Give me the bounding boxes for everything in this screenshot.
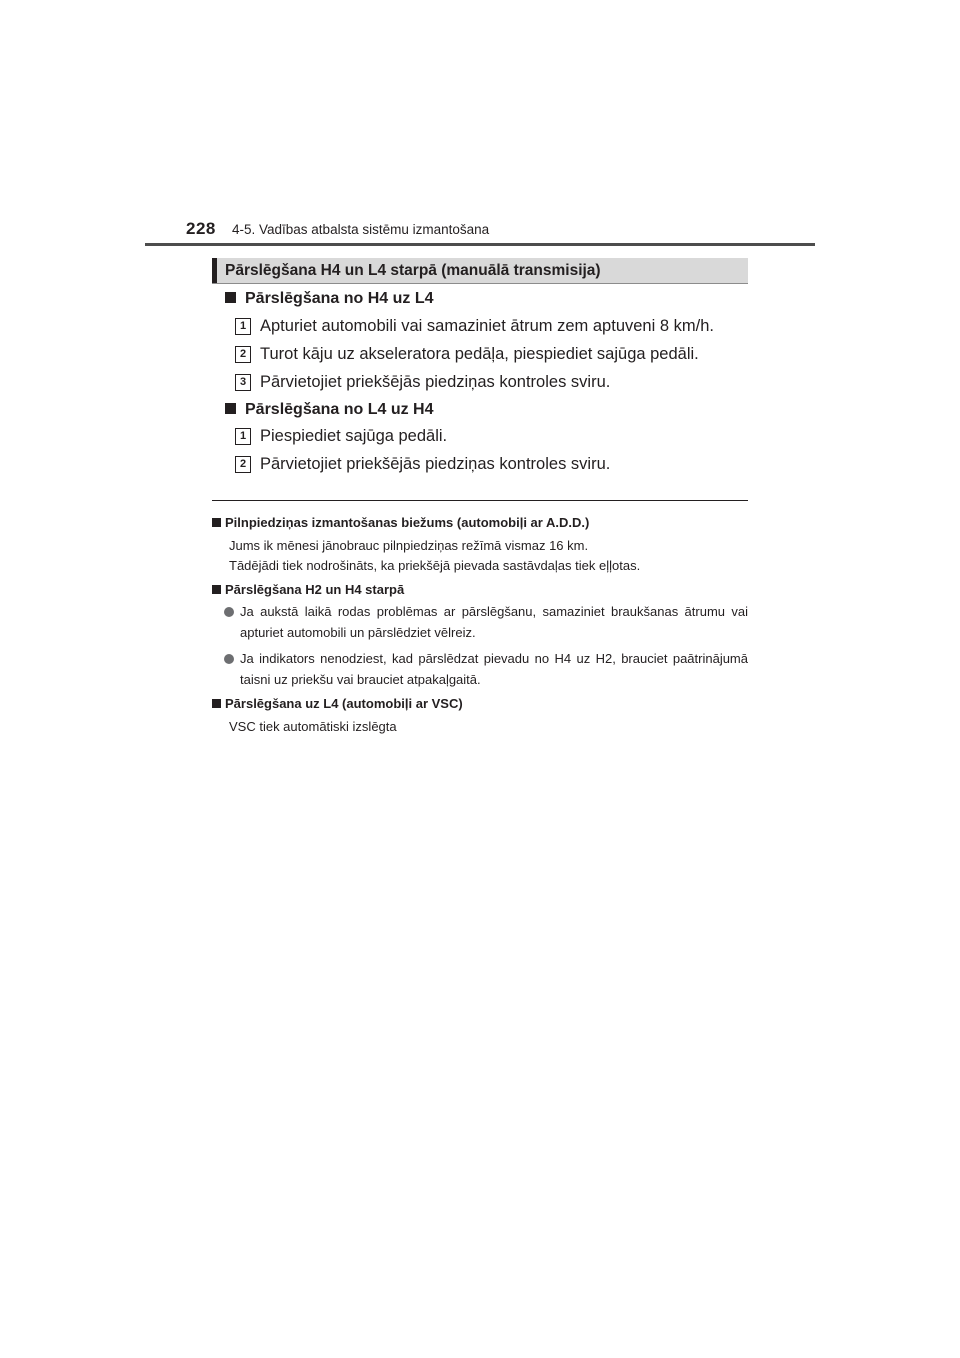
subheading-h4-to-l4 — [225, 290, 434, 308]
subheading-label: Pārslēgšana no L4 uz H4 — [245, 401, 434, 418]
subheading-l4-to-h4 — [225, 401, 434, 419]
step-number-badge: 2 — [235, 456, 251, 473]
section-title — [212, 258, 748, 284]
step-number-badge: 1 — [235, 318, 251, 335]
running-head: 4-5. Vadības atbalsta sistēmu izmantošana — [232, 222, 490, 237]
round-bullet-icon — [224, 654, 234, 664]
note-heading-label: Pilnpiedziņas izmantošanas biežums (automobiļi ar A.D.D.) — [225, 515, 590, 530]
note-line: Tādējādi tiek nodrošināts, ka priekšējā pievada sastāvdaļas tiek eļļotas. — [229, 558, 641, 573]
step-number-badge: 2 — [235, 346, 251, 363]
note-heading-label: Pārslēgšana uz L4 (automobiļi ar VSC) — [225, 696, 463, 711]
note-heading-label: Pārslēgšana H2 un H4 starpā — [225, 582, 405, 597]
subheading-label: Pārslēgšana no H4 uz L4 — [245, 290, 434, 307]
step-text: Pārvietojiet priekšējās piedziņas kontroles sviru. — [260, 455, 611, 473]
note-heading — [212, 696, 463, 711]
section-title-bar — [212, 258, 217, 283]
note-heading — [212, 582, 404, 597]
note-line: VSC tiek automātiski izslēgta — [229, 719, 397, 734]
step-text: Pārvietojiet priekšējās piedziņas kontroles sviru. — [260, 373, 611, 391]
note-bullet-text: Ja aukstā laikā rodas problēmas ar pārslēgšanu, samaziniet braukšanas ātrumu vai apturiet automobili un pārslēdziet vēlreiz. — [240, 604, 748, 640]
step-text: Turot kāju uz akseleratora pedāļa, piespiediet sajūga pedāli. — [260, 345, 699, 363]
section-title-text: Pārslēgšana H4 un L4 starpā (manuālā transmisija) — [225, 262, 601, 279]
round-bullet-icon — [224, 607, 234, 617]
step-text: Piespiediet sajūga pedāli. — [260, 427, 448, 445]
note-text — [229, 717, 749, 737]
page-number: 228 — [186, 219, 216, 238]
note-text — [229, 536, 749, 576]
step-number-badge: 1 — [235, 428, 251, 445]
header-rule — [145, 243, 815, 246]
step-number-badge: 3 — [235, 374, 251, 391]
step-text: Apturiet automobili vai samaziniet ātrum zem aptuveni 8 km/h. — [260, 317, 714, 335]
note-heading — [212, 515, 589, 530]
square-bullet-icon — [212, 585, 221, 594]
notes-divider — [212, 500, 748, 501]
note-bullet-text: Ja indikators nenodziest, kad pārslēdzat pievadu no H4 uz H2, brauciet paātrinājumā taisni uz priekšu vai brauciet atpakaļgaitā. — [240, 651, 748, 687]
note-line: Jums ik mēnesi jānobrauc pilnpiedziņas režīmā vismaz 16 km. — [229, 538, 589, 553]
square-bullet-icon — [225, 292, 236, 303]
square-bullet-icon — [225, 403, 236, 414]
square-bullet-icon — [212, 699, 221, 708]
square-bullet-icon — [212, 518, 221, 527]
